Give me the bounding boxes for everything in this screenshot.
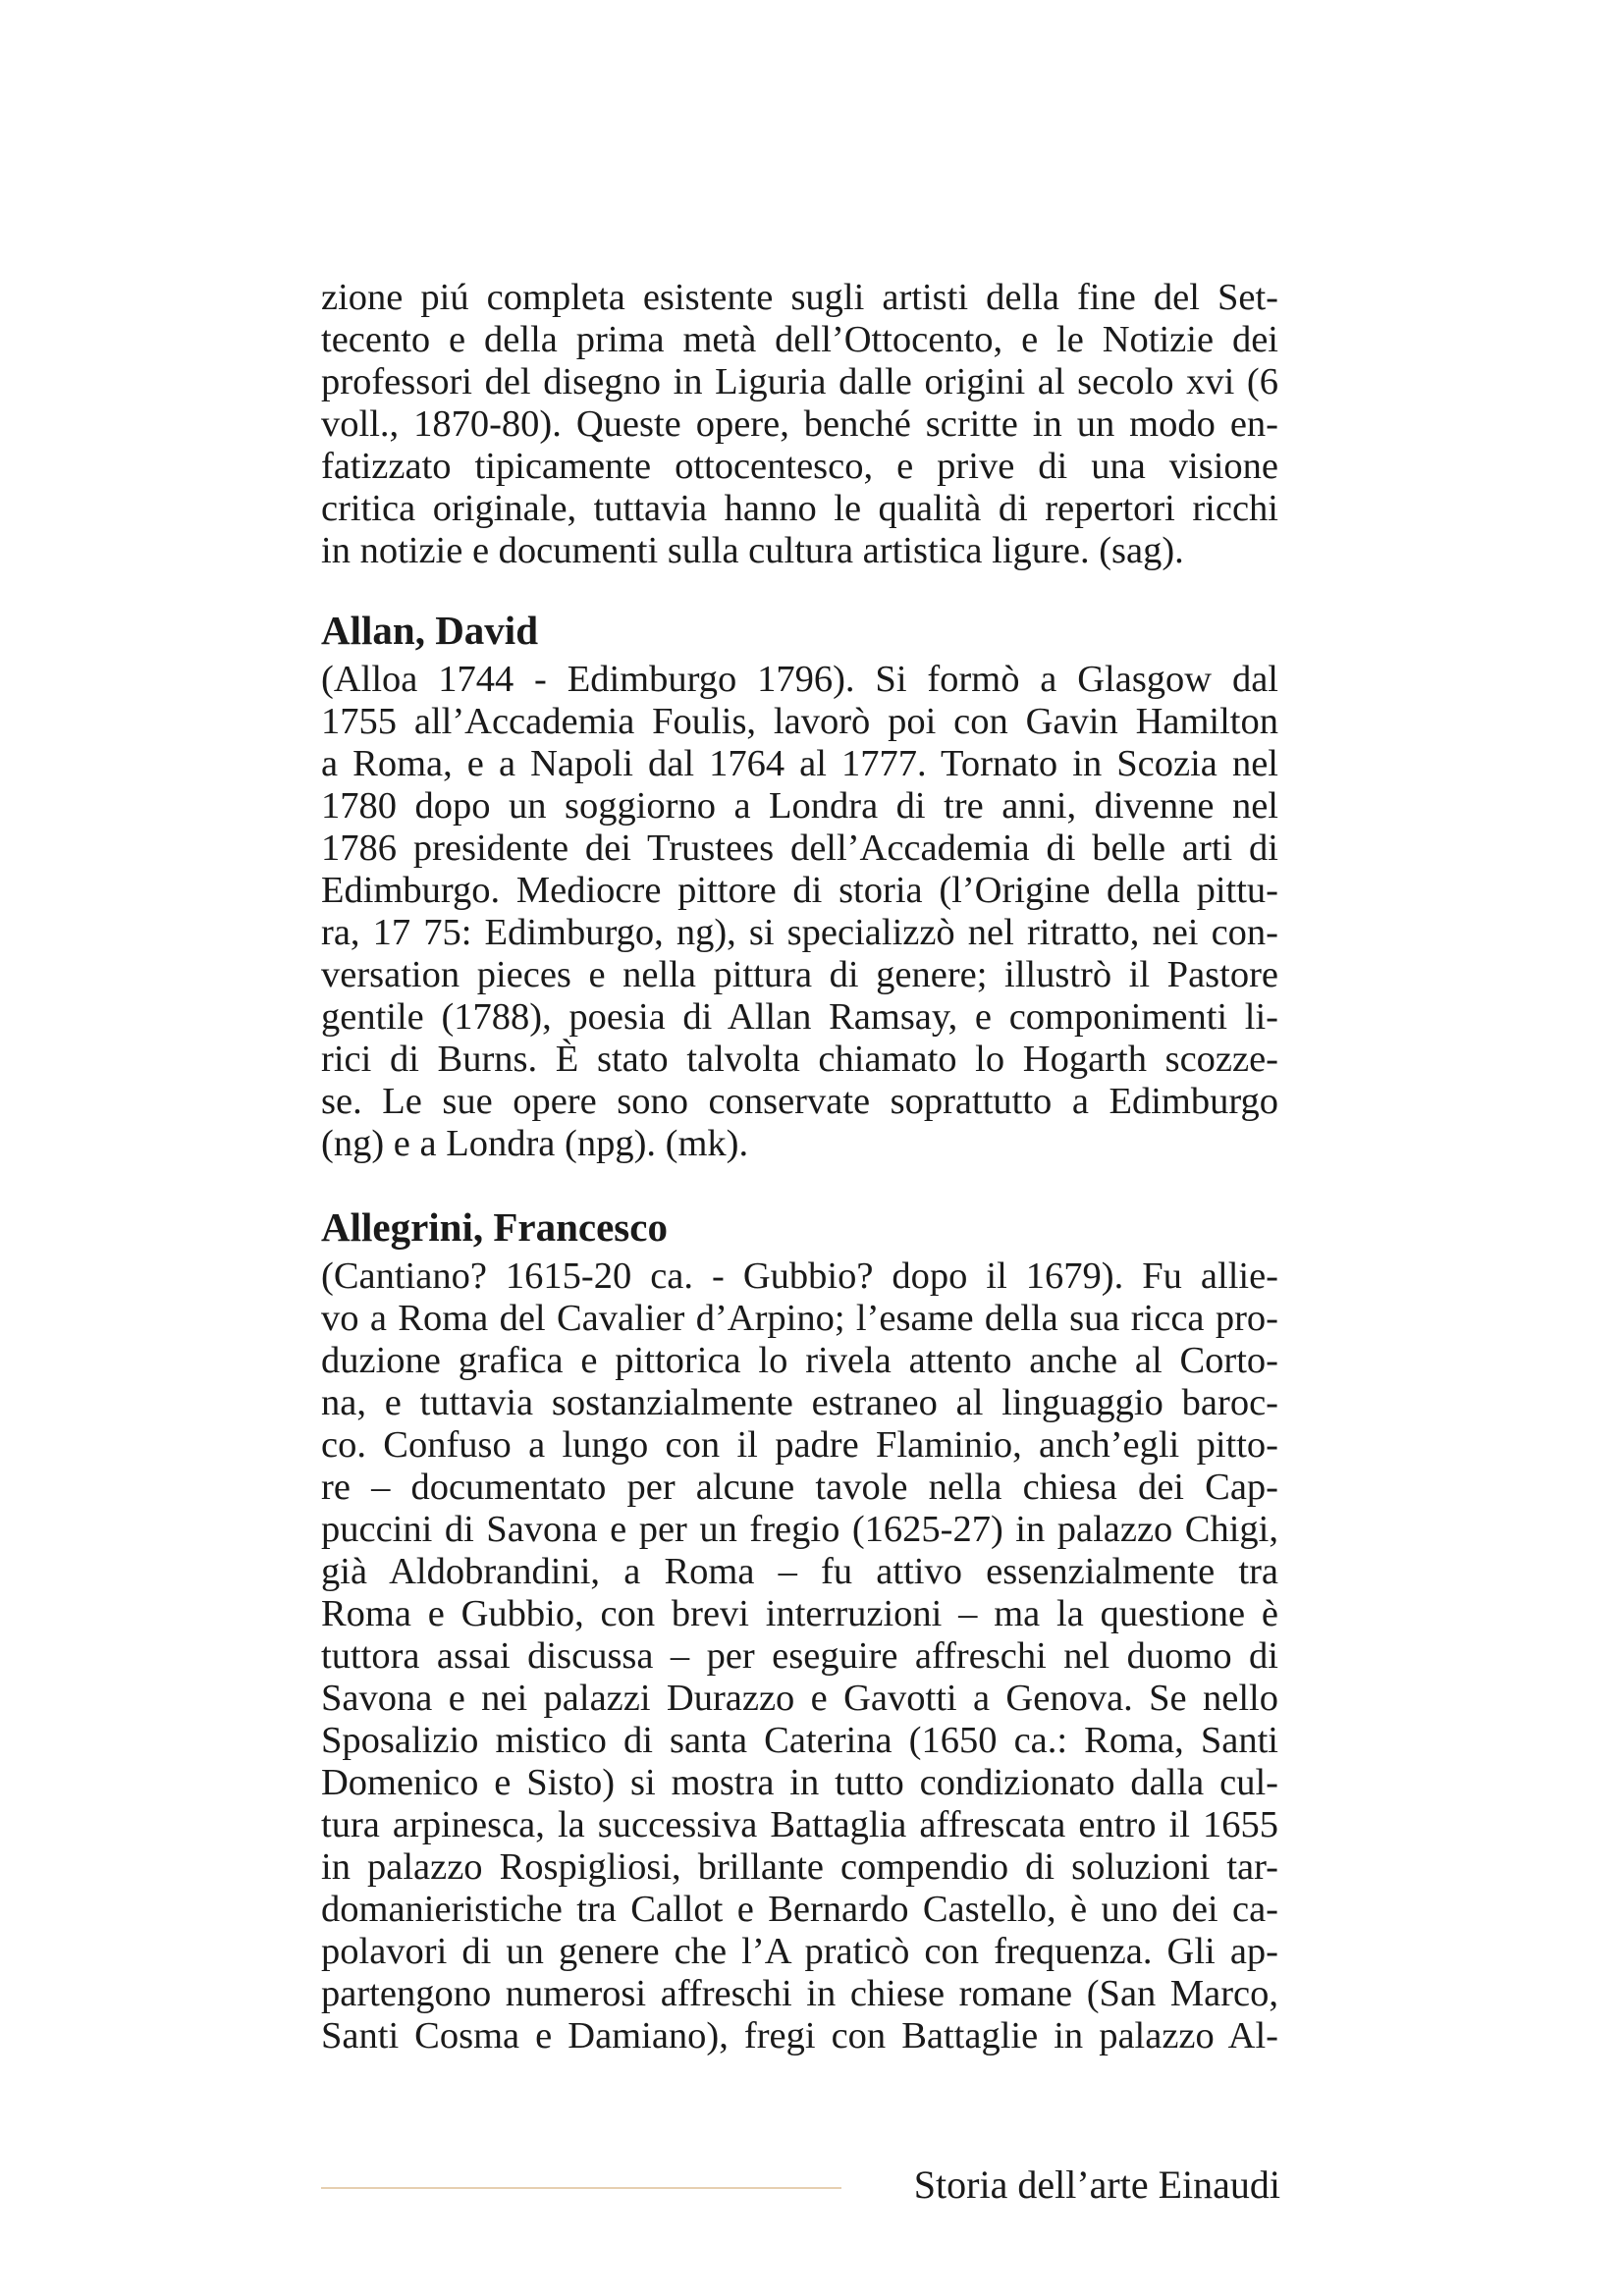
text-line: zione piú completa esistente sugli artisti della fine del Set-: [321, 277, 1278, 318]
text-line: rici di Burns. È stato talvolta chiamato lo Hogarth scozze-: [321, 1039, 1278, 1080]
text-line: 1786 presidente dei Trustees dell’Accademia di belle arti di: [321, 828, 1278, 869]
text-line: polavori di un genere che l’A praticò con frequenza. Gli ap-: [321, 1931, 1278, 1972]
text-line: tecento e della prima metà dell’Ottocento, e le Notizie dei: [321, 319, 1278, 360]
text-line: puccini di Savona e per un fregio (1625-27) in palazzo Chigi,: [321, 1509, 1278, 1550]
text-line: duzione grafica e pittorica lo rivela attento anche al Corto-: [321, 1340, 1278, 1381]
text-line: (ng) e a Londra (npg). (mk).: [321, 1123, 749, 1164]
text-line: domanieristiche tra Callot e Bernardo Castello, è uno dei ca-: [321, 1889, 1278, 1930]
entry-allan-david: [321, 608, 1278, 1165]
text-line: gentile (1788), poesia di Allan Ramsay, e componimenti li-: [321, 996, 1278, 1038]
text-line: a Roma, e a Napoli dal 1764 al 1777. Tornato in Scozia nel: [321, 743, 1278, 784]
text-line: tuttora assai discussa – per eseguire affreschi nel duomo di: [321, 1635, 1278, 1677]
text-line: re – documentato per alcune tavole nella chiesa dei Cap-: [321, 1467, 1278, 1508]
footer-publisher: Storia dell’arte Einaudi: [913, 2163, 1280, 2207]
text-line: co. Confuso a lungo con il padre Flaminio, anch’egli pitto-: [321, 1424, 1278, 1466]
text-line: (Cantiano? 1615-20 ca. - Gubbio? dopo il 1679). Fu allie-: [321, 1255, 1278, 1297]
text-line: ra, 17 75: Edimburgo, ng), si specializzò nel ritratto, nei con-: [321, 912, 1278, 953]
text-line: se. Le sue opere sono conservate soprattutto a Edimburgo: [321, 1081, 1278, 1122]
entry-allegrini-francesco: [321, 1204, 1278, 2057]
text-line: Sposalizio mistico di santa Caterina (1650 ca.: Roma, Santi: [321, 1720, 1278, 1761]
text-line: (Alloa 1744 - Edimburgo 1796). Si formò a Glasgow dal: [321, 659, 1278, 700]
text-line: Domenico e Sisto) si mostra in tutto condizionato dalla cul-: [321, 1762, 1278, 1803]
text-line: Roma e Gubbio, con brevi interruzioni – ma la questione è: [321, 1593, 1278, 1634]
text-line: professori del disegno in Liguria dalle origini al secolo xvi (6: [321, 361, 1278, 402]
text-line: partengono numerosi affreschi in chiese romane (San Marco,: [321, 1973, 1278, 2014]
text-line: tura arpinesca, la successiva Battaglia affrescata entro il 1655: [321, 1804, 1278, 1845]
continuation-paragraph: [321, 277, 1278, 572]
text-line: critica originale, tuttavia hanno le qualità di repertori ricchi: [321, 488, 1278, 529]
text-line: na, e tuttavia sostanzialmente estraneo al linguaggio baroc-: [321, 1382, 1278, 1423]
text-line: 1780 dopo un soggiorno a Londra di tre anni, divenne nel: [321, 785, 1278, 827]
text-line: voll., 1870-80). Queste opere, benché scritte in un modo en-: [321, 403, 1278, 445]
text-line: versation pieces e nella pittura di genere; illustrò il Pastore: [321, 954, 1278, 995]
text-line: in notizie e documenti sulla cultura artistica ligure. (sag).: [321, 530, 1184, 571]
text-line: Edimburgo. Mediocre pittore di storia (l’Origine della pittu-: [321, 870, 1278, 911]
text-line: 1755 all’Accademia Foulis, lavorò poi con Gavin Hamilton: [321, 701, 1278, 742]
text-line: in palazzo Rospigliosi, brillante compendio di soluzioni tar-: [321, 1846, 1278, 1888]
text-line: Savona e nei palazzi Durazzo e Gavotti a Genova. Se nello: [321, 1678, 1278, 1719]
entry-heading: Allan, David: [321, 608, 538, 653]
text-line: già Aldobrandini, a Roma – fu attivo essenzialmente tra: [321, 1551, 1278, 1592]
main-text-column: [321, 277, 1278, 2057]
entry-heading: Allegrini, Francesco: [321, 1204, 668, 1250]
text-line: Santi Cosma e Damiano), fregi con Battaglie in palazzo Al-: [321, 2015, 1278, 2056]
text-line: vo a Roma del Cavalier d’Arpino; l’esame della sua ricca pro-: [321, 1298, 1278, 1339]
footer-rule: [321, 2187, 841, 2189]
text-line: fatizzato tipicamente ottocentesco, e prive di una visione: [321, 446, 1278, 487]
